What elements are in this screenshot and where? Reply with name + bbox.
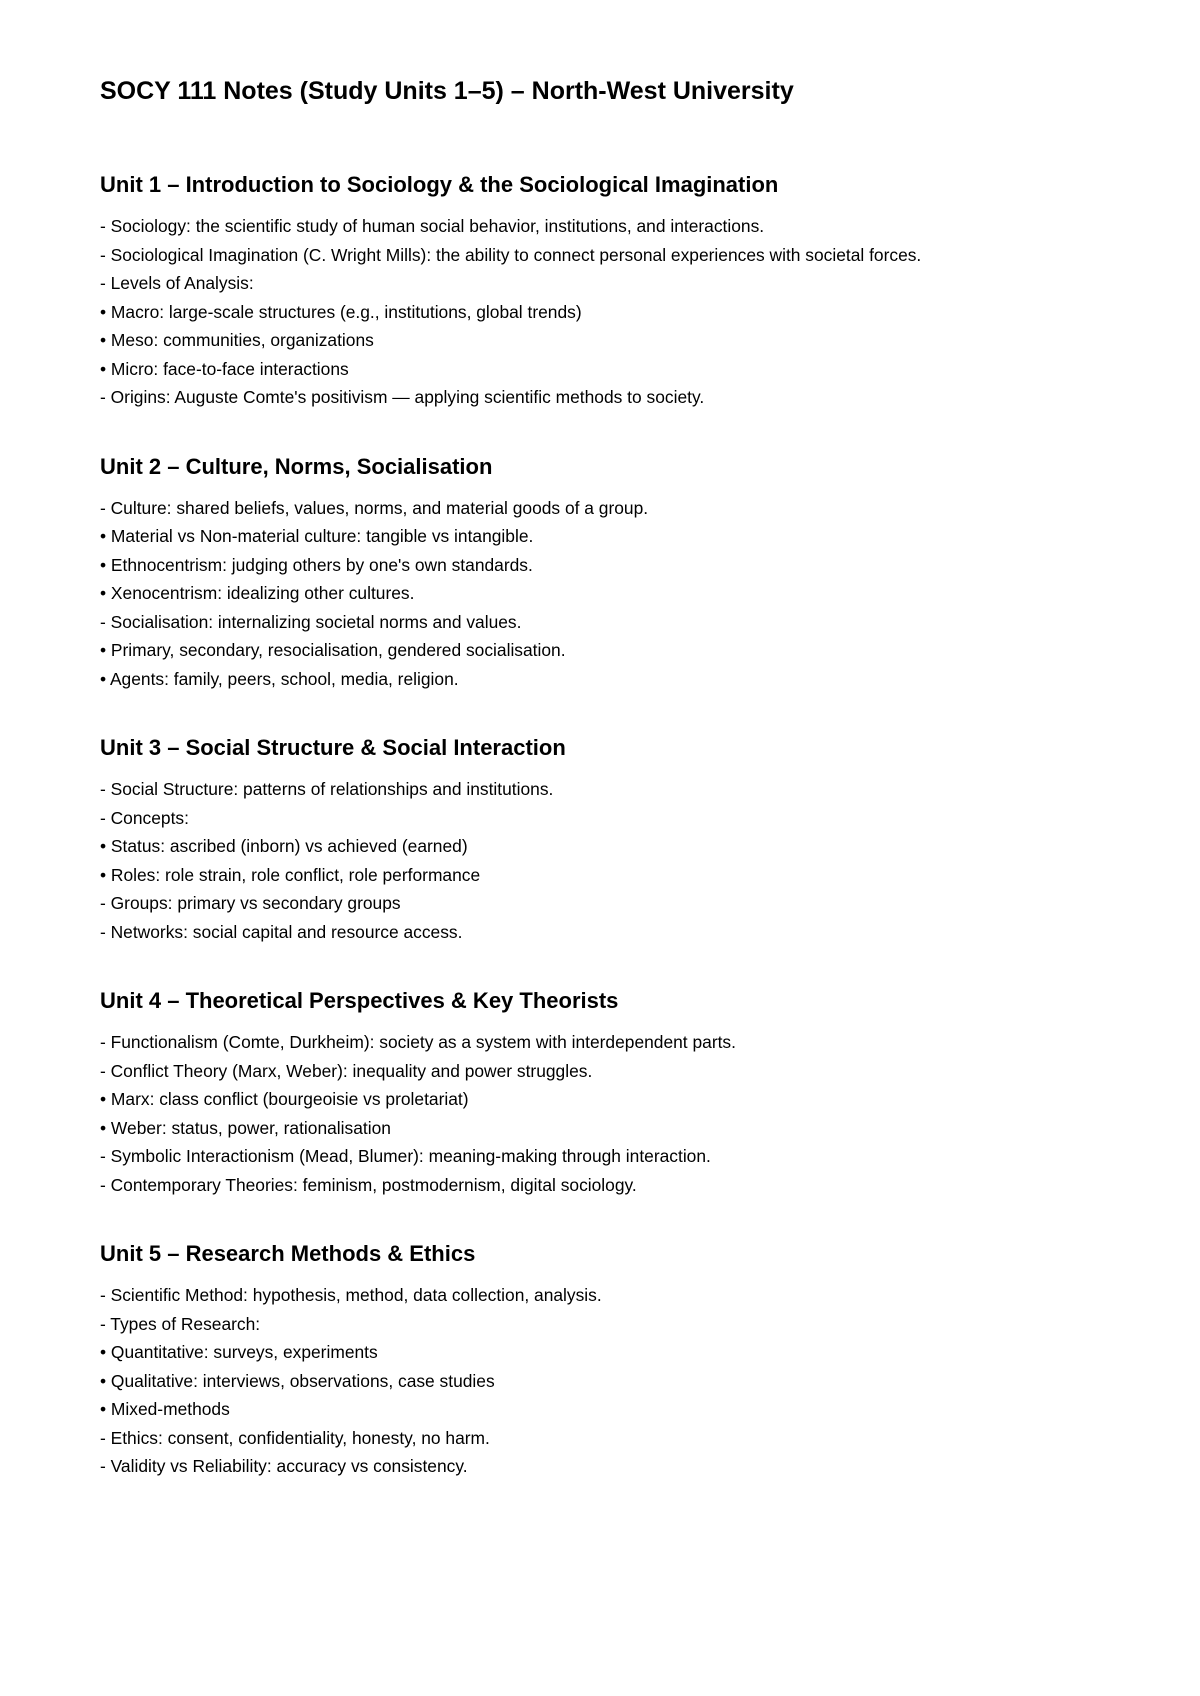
note-line: - Levels of Analysis: — [100, 273, 254, 293]
note-line: - Symbolic Interactionism (Mead, Blumer): meaning-making through interaction. — [100, 1146, 711, 1166]
bullet-item: • Micro: face-to-face interactions — [100, 358, 349, 379]
document-page — [100, 74, 1140, 1481]
unit-notes-list — [100, 1028, 1140, 1199]
bullet-item: • Qualitative: interviews, observations, case studies — [100, 1370, 495, 1391]
bullet-item: • Quantitative: surveys, experiments — [100, 1342, 378, 1362]
document-title: SOCY 111 Notes (Study Units 1–5) – North-West University — [100, 77, 794, 105]
bullet-item: • Marx: class conflict (bourgeoisie vs proletariat) — [100, 1089, 469, 1109]
note-line: - Groups: primary vs secondary groups — [100, 893, 401, 913]
unit-section-5 — [100, 1239, 1140, 1481]
bullet-item: • Xenocentrism: idealizing other cultures. — [100, 583, 415, 603]
unit-heading: Unit 2 – Culture, Norms, Socialisation — [100, 453, 493, 479]
note-line: - Scientific Method: hypothesis, method, data collection, analysis. — [100, 1285, 602, 1305]
bullet-item: • Weber: status, power, rationalisation — [100, 1117, 391, 1138]
bullet-item: • Material vs Non-material culture: tangible vs intangible. — [100, 526, 534, 546]
note-line: - Socialisation: internalizing societal norms and values. — [100, 611, 522, 632]
note-line: - Contemporary Theories: feminism, postmodernism, digital sociology. — [100, 1174, 637, 1195]
bullet-item: • Status: ascribed (inborn) vs achieved (earned) — [100, 836, 468, 856]
note-line: - Conflict Theory (Marx, Weber): inequality and power struggles. — [100, 1060, 593, 1081]
bullet-item: • Roles: role strain, role conflict, role performance — [100, 864, 481, 885]
note-line: - Types of Research: — [100, 1313, 261, 1334]
note-line: - Origins: Auguste Comte's positivism — applying scientific methods to society. — [100, 387, 705, 407]
bullet-item: • Agents: family, peers, school, media, religion. — [100, 668, 459, 689]
document-body — [100, 170, 1140, 1481]
unit-heading: Unit 1 – Introduction to Sociology & the Sociological Imagination — [100, 172, 779, 197]
note-line: - Sociological Imagination (C. Wright Mills): the ability to connect personal experiences with societal forces. — [100, 244, 922, 265]
unit-section-4 — [100, 986, 1140, 1199]
unit-section-2 — [100, 452, 1140, 694]
unit-notes-list — [100, 775, 1140, 946]
note-line: - Functionalism (Comte, Durkheim): society as a system with interdependent parts. — [100, 1032, 736, 1052]
note-line: - Culture: shared beliefs, values, norms, and material goods of a group. — [100, 497, 649, 518]
bullet-item: • Primary, secondary, resocialisation, gendered socialisation. — [100, 640, 566, 660]
note-line: - Concepts: — [100, 807, 189, 828]
bullet-item: • Meso: communities, organizations — [100, 330, 374, 350]
note-line: - Validity vs Reliability: accuracy vs consistency. — [100, 1456, 468, 1476]
unit-heading: Unit 5 – Research Methods & Ethics — [100, 1241, 476, 1266]
note-line: - Networks: social capital and resource access. — [100, 921, 463, 942]
bullet-item: • Mixed-methods — [100, 1399, 230, 1419]
note-line: - Social Structure: patterns of relationships and institutions. — [100, 779, 554, 799]
unit-notes-list — [100, 212, 1140, 412]
bullet-item: • Macro: large-scale structures (e.g., institutions, global trends) — [100, 301, 582, 322]
unit-heading: Unit 4 – Theoretical Perspectives & Key Theorists — [100, 988, 619, 1013]
unit-section-1 — [100, 170, 1140, 412]
unit-notes-list — [100, 494, 1140, 694]
unit-section-3 — [100, 733, 1140, 946]
note-line: - Sociology: the scientific study of human social behavior, institutions, and interactions. — [100, 216, 765, 236]
unit-heading: Unit 3 – Social Structure & Social Interaction — [100, 735, 566, 760]
unit-notes-list — [100, 1281, 1140, 1481]
bullet-item: • Ethnocentrism: judging others by one's own standards. — [100, 554, 533, 575]
note-line: - Ethics: consent, confidentiality, honesty, no harm. — [100, 1427, 490, 1448]
